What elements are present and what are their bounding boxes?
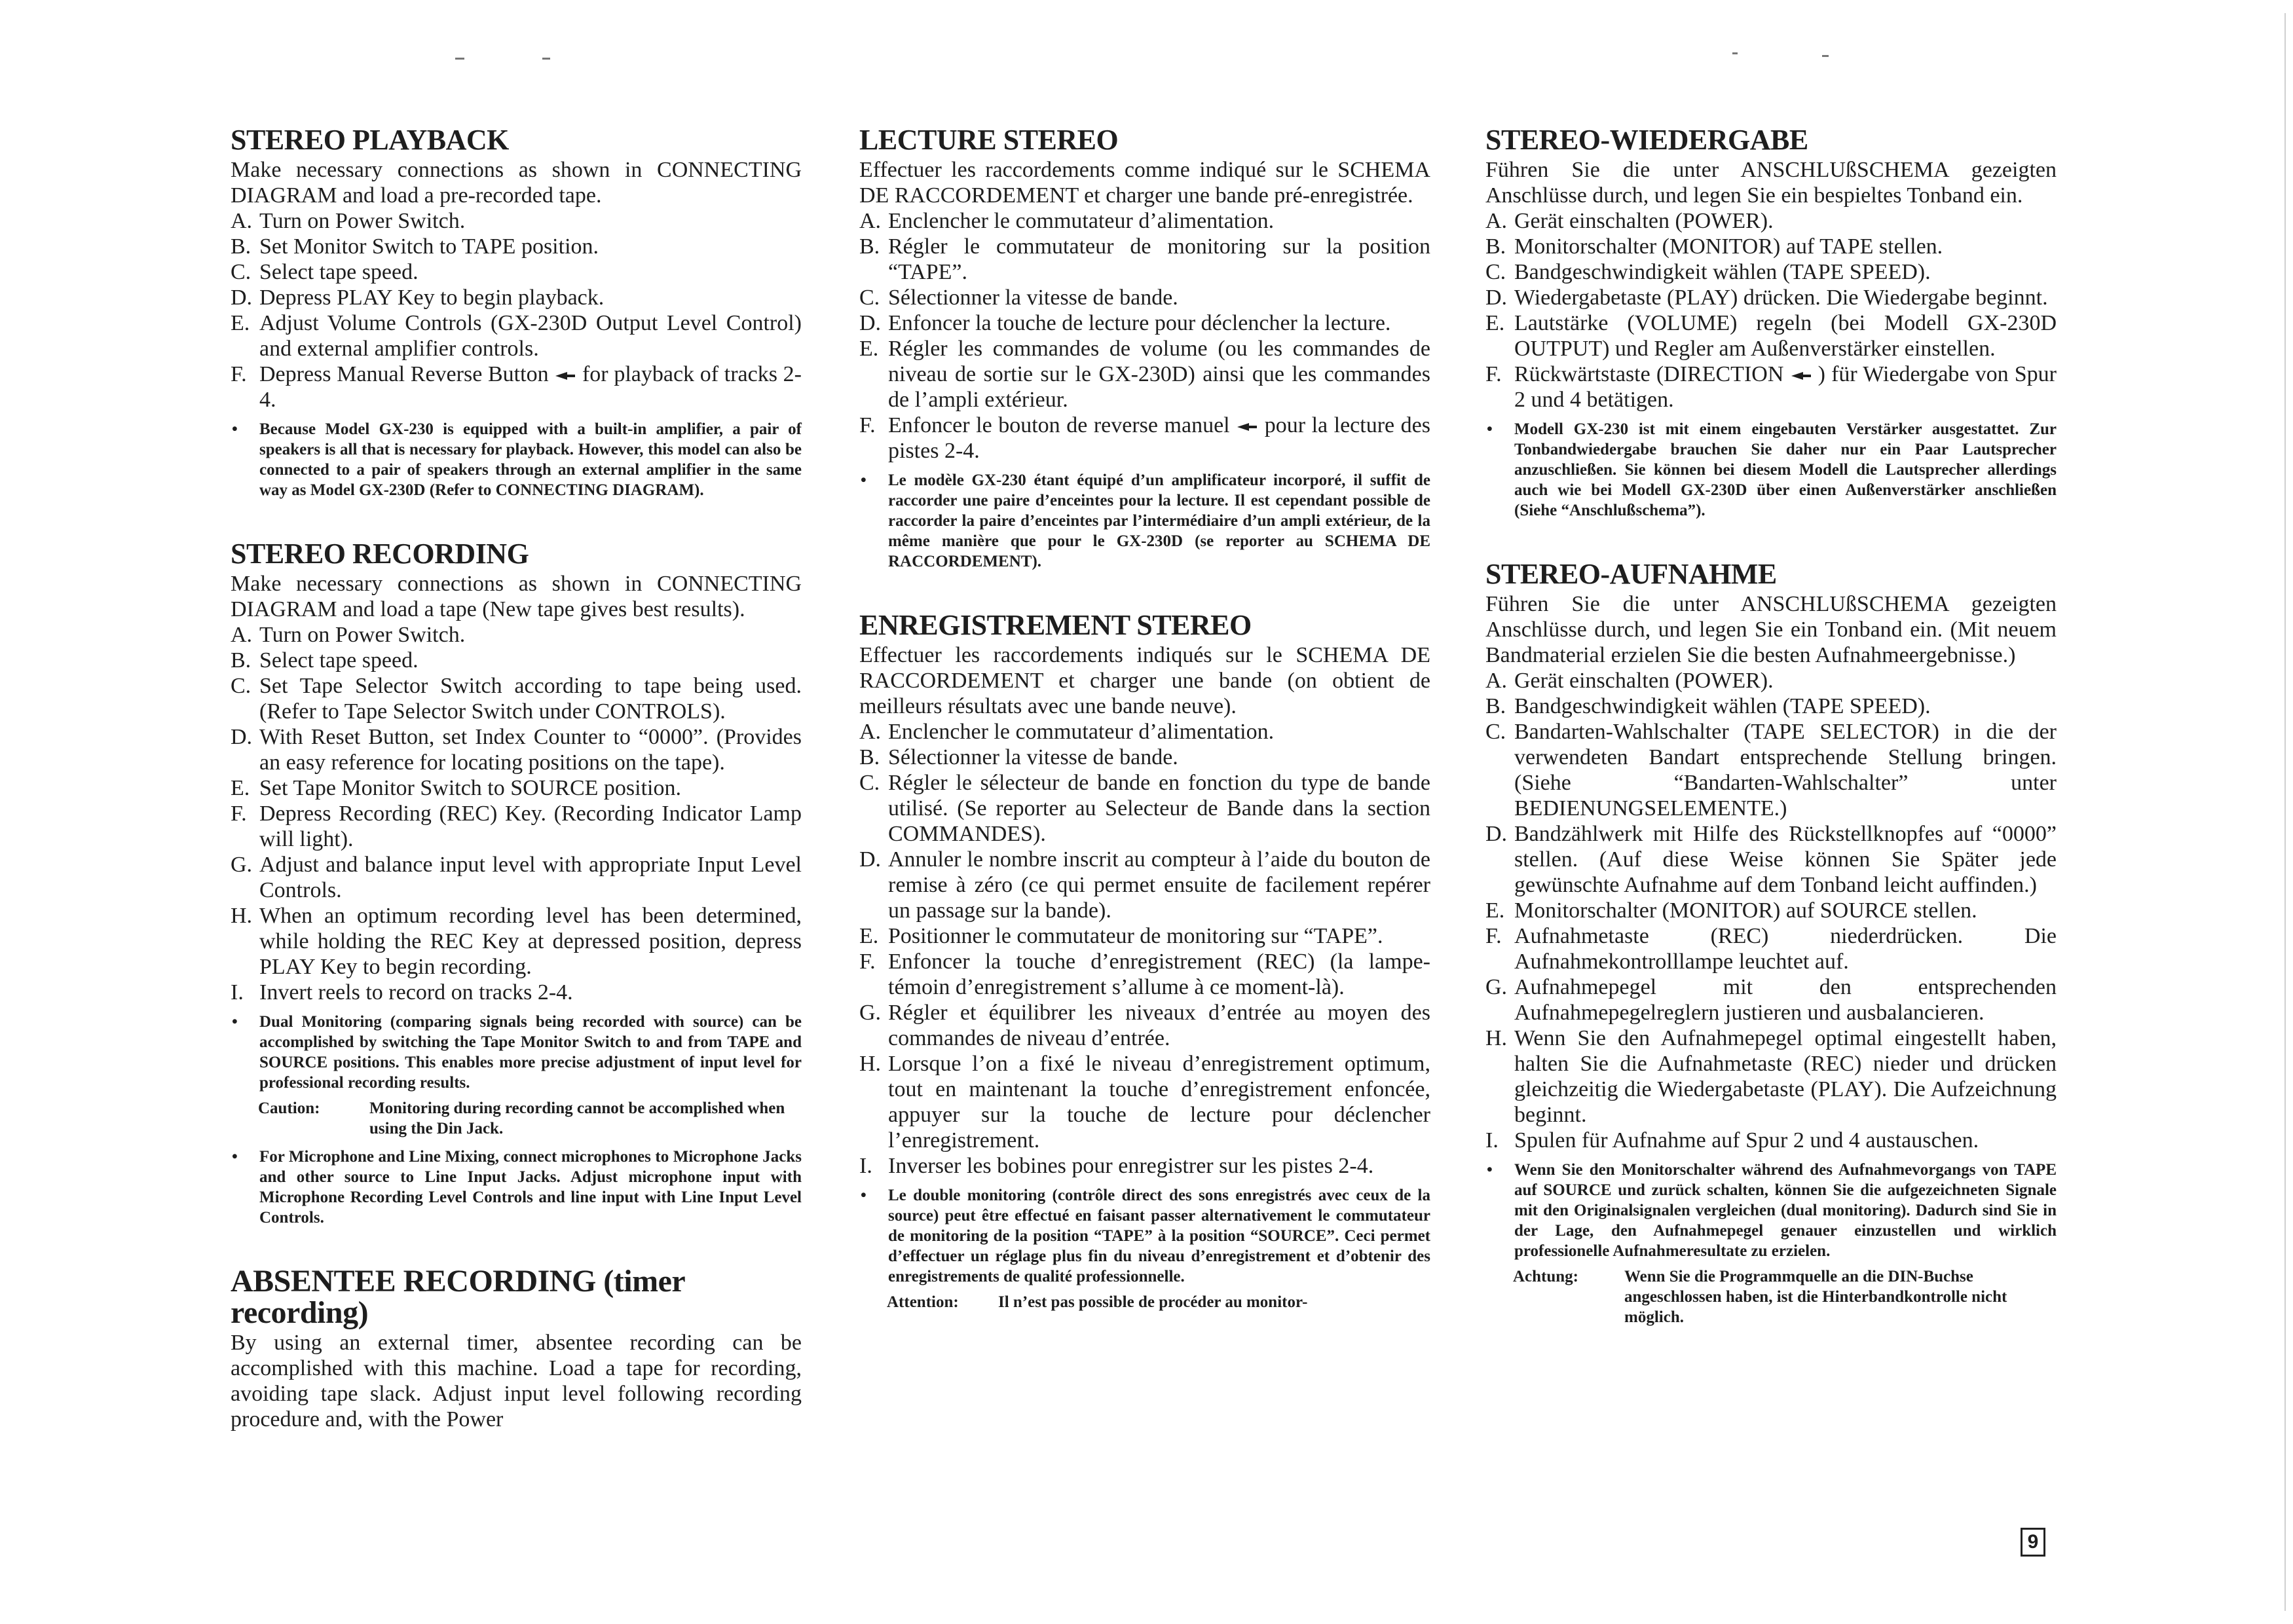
step-text: Enclencher le commutateur d’alimentation. bbox=[888, 720, 1275, 744]
section-lecture-stereo bbox=[859, 124, 1430, 572]
section-stereo-recording bbox=[231, 538, 802, 1228]
step-text: Bandgeschwindigkeit wählen (TAPE SPEED). bbox=[1514, 260, 1931, 284]
step-letter: A. bbox=[859, 720, 882, 744]
step-letter: A. bbox=[1485, 209, 1508, 233]
step-item bbox=[859, 847, 1430, 923]
step-text: Monitorschalter (MONITOR) auf SOURCE stellen. bbox=[1514, 898, 1977, 923]
step-item bbox=[859, 719, 1430, 745]
note bbox=[231, 1147, 802, 1228]
step-item bbox=[1485, 719, 2057, 821]
section-title: STEREO-WIEDERGABE bbox=[1485, 124, 1808, 156]
step-list bbox=[859, 719, 1430, 1179]
step-text-part: for playback of tracks 2-4. bbox=[259, 362, 802, 412]
step-letter: C. bbox=[1485, 260, 1506, 284]
step-item bbox=[1485, 974, 2057, 1025]
section-title: STEREO PLAYBACK bbox=[231, 124, 509, 156]
step-letter: A. bbox=[1485, 669, 1508, 693]
column-english bbox=[231, 124, 802, 1470]
step-item bbox=[1485, 361, 2057, 413]
step-item bbox=[859, 208, 1430, 234]
section-title: ABSENTEE RECORDING (timer recording) bbox=[231, 1264, 685, 1330]
step-letter: G. bbox=[859, 1001, 882, 1025]
step-text: Gerät einschalten (POWER). bbox=[1514, 669, 1774, 693]
step-text: Lorsque l’on a fixé le niveau d’enregistrement optimum, tout en maintenant la touche d’enregistrement enfoncée, appuyer sur la touche de lecture pour déclencher l’enregistrement. bbox=[888, 1052, 1430, 1153]
step-letter: B. bbox=[859, 745, 880, 769]
step-text: Depress Recording (REC) Key. (Recording Indicator Lamp will light). bbox=[259, 802, 802, 851]
achtung-label: Achtung: bbox=[1513, 1268, 1579, 1285]
attention-text: Il n’est pas possible de procéder au monitor- bbox=[998, 1293, 1308, 1311]
attention-note bbox=[887, 1292, 1430, 1312]
step-text: Bandzählwerk mit Hilfe des Rückstellknopfes auf “0000” stellen. (Auf diese Weise können Sie Später jede gewünschte Aufnahme auf dem Tonband leicht auffinden.) bbox=[1514, 822, 2057, 897]
step-text: Adjust Volume Controls (GX-230D Output Level Control) and external amplifier controls. bbox=[259, 311, 802, 361]
step-text-part: Rückwärtstaste (DIRECTION bbox=[1514, 362, 1784, 386]
section-title: ENREGISTREMENT STEREO bbox=[859, 609, 1252, 641]
step-item bbox=[231, 980, 802, 1005]
step-list bbox=[1485, 208, 2057, 413]
section-title: LECTURE STEREO bbox=[859, 124, 1119, 156]
step-text: Set Tape Selector Switch according to tape being used. (Refer to Tape Selector Switch under CONTROLS). bbox=[259, 674, 802, 724]
step-item bbox=[231, 234, 802, 259]
note bbox=[859, 470, 1430, 572]
step-item bbox=[1485, 259, 2057, 285]
step-list bbox=[1485, 668, 2057, 1153]
caution-note bbox=[258, 1098, 802, 1139]
section-stereo-wiedergabe bbox=[1485, 124, 2057, 521]
step-letter: F. bbox=[231, 362, 247, 386]
section-intro: Führen Sie die unter ANSCHLUßSCHEMA gezeigten Anschlüsse durch, und legen Sie ein bespieltes Tonband ein. bbox=[1485, 158, 2057, 208]
note-text: Because Model GX-230 is equipped with a built-in amplifier, a pair of speakers is all that is necessary for playback. However, this model can also be connected to a pair of speakers through an external amplifier in the same way as Model GX-230D (Refer to CONNECTING DIAGRAM). bbox=[259, 420, 802, 499]
step-item bbox=[859, 1000, 1430, 1051]
step-item bbox=[1485, 923, 2057, 974]
section-stereo-aufnahme bbox=[1485, 559, 2057, 1327]
step-text-part: ) für Wiedergabe von Spur 2 und 4 betätigen. bbox=[1514, 362, 2057, 412]
step-item bbox=[859, 745, 1430, 770]
step-text: Bandgeschwindigkeit wählen (TAPE SPEED). bbox=[1514, 694, 1931, 718]
attention-label: Attention: bbox=[887, 1293, 959, 1311]
note-text: Dual Monitoring (comparing signals being recorded with source) can be accomplished by switching the Tape Monitor Switch to and from TAPE and SOURCE positions. This enables more precise adjustment of input level for professional recording results. bbox=[259, 1013, 802, 1092]
column-german bbox=[1485, 124, 2057, 1365]
step-letter: A. bbox=[859, 209, 882, 233]
note-text: Wenn Sie den Monitorschalter während des Aufnahmevorgangs von TAPE auf SOURCE und zurück schalten, können Sie die aufgezeichneten Signale mit den Originalsignalen vergleichen (dual monitoring). Dadurch sind Sie in der Lage, den Aufnahmepegel genauer einzustellen und wirklich professionelle Aufnahmeresultate zu erzielen. bbox=[1514, 1161, 2057, 1260]
step-item bbox=[1485, 693, 2057, 719]
step-letter: C. bbox=[1485, 720, 1506, 744]
step-item bbox=[1485, 208, 2057, 234]
scan-speck bbox=[455, 58, 464, 60]
step-text: Régler les commandes de volume (ou les commandes de niveau de sortie sur le GX-230D) ainsi que les commandes de l’ampli extérieur. bbox=[888, 337, 1430, 412]
step-item bbox=[859, 336, 1430, 413]
step-letter: C. bbox=[231, 674, 252, 698]
step-item bbox=[231, 285, 802, 310]
page-number: 9 bbox=[2021, 1528, 2045, 1557]
section-intro: Make necessary connections as shown in CONNECTING DIAGRAM and load a pre-recorded tape. bbox=[231, 158, 802, 208]
step-text: Depress PLAY Key to begin playback. bbox=[259, 286, 605, 310]
step-letter: F. bbox=[1485, 924, 1502, 948]
step-letter: E. bbox=[1485, 311, 1505, 335]
step-text: Annuler le nombre inscrit au compteur à l’aide du bouton de remise à zéro (ce qui permet ensuite de facilement repérer un passage sur la bande). bbox=[888, 847, 1430, 923]
step-item bbox=[231, 648, 802, 673]
note-text: Modell GX-230 ist mit einem eingebauten Verstärker ausgestattet. Zur Tonbandwiedergabe brauchen Sie daher nur ein Paar Lautsprecher anzuschließen. Sie können bei diesem Modell die Lautsprecher allerdings auch wie bei Modell GX-230D über einen Außenverstärker anschließen (Siehe “Anschlußschema”). bbox=[1514, 420, 2057, 519]
section-intro: Effectuer les raccordements indiqués sur le SCHEMA DE RACCORDEMENT et charger une bande (on obtient de meilleurs résultats avec une bande neuve). bbox=[859, 643, 1430, 718]
step-text: Aufnahmepegel mit den entsprechenden Aufnahmepegelreglern justieren und ausbalancieren. bbox=[1514, 975, 2057, 1025]
reverse-arrow-icon bbox=[1790, 371, 1812, 380]
bullet: • bbox=[1487, 420, 1493, 438]
step-item bbox=[1485, 234, 2057, 259]
bullet: • bbox=[1487, 1161, 1493, 1179]
step-text: With Reset Button, set Index Counter to “0000”. (Provides an easy reference for locating positions on the tape). bbox=[259, 725, 802, 775]
step-text: Positionner le commutateur de monitoring sur “TAPE”. bbox=[888, 924, 1383, 948]
section-title: STEREO-AUFNAHME bbox=[1485, 558, 1777, 590]
bullet: • bbox=[232, 1148, 238, 1166]
step-letter: B. bbox=[231, 648, 252, 673]
step-item bbox=[859, 1051, 1430, 1153]
note-text: For Microphone and Line Mixing, connect microphones to Microphone Jacks and other source to Line Input Jacks. Adjust microphone input with Microphone Recording Level Controls and line input with Line Input Level Controls. bbox=[259, 1148, 802, 1227]
step-item bbox=[231, 852, 802, 903]
achtung-note bbox=[1513, 1266, 2057, 1327]
step-item bbox=[859, 770, 1430, 847]
step-item bbox=[231, 208, 802, 234]
step-item bbox=[859, 413, 1430, 464]
step-text: Wenn Sie den Aufnahmepegel optimal eingestellt haben, halten Sie die Aufnahmetaste (REC) nieder und drücken gleichzeitig die Wiedergabetaste (PLAY). Die Aufzeichnung beginnt. bbox=[1514, 1026, 2057, 1127]
step-text: Set Tape Monitor Switch to SOURCE position. bbox=[259, 776, 681, 800]
step-text: Aufnahmetaste (REC) niederdrücken. Die Aufnahmekontrolllampe leuchtet auf. bbox=[1514, 924, 2057, 974]
step-item bbox=[859, 923, 1430, 949]
step-letter: A. bbox=[231, 623, 253, 647]
step-text: Enclencher le commutateur d’alimentation. bbox=[888, 209, 1275, 233]
step-item bbox=[231, 775, 802, 801]
step-letter: I. bbox=[1485, 1128, 1499, 1153]
step-text: Sélectionner la vitesse de bande. bbox=[888, 286, 1178, 310]
step-text: Turn on Power Switch. bbox=[259, 623, 466, 647]
step-item bbox=[859, 1153, 1430, 1179]
step-letter: G. bbox=[1485, 975, 1508, 999]
section-intro: Effectuer les raccordements comme indiqué sur le SCHEMA DE RACCORDEMENT et charger une bande pré-enregistrée. bbox=[859, 158, 1430, 208]
step-text: Inverser les bobines pour enregistrer sur les pistes 2-4. bbox=[888, 1154, 1374, 1178]
step-letter: D. bbox=[1485, 286, 1508, 310]
step-text: Adjust and balance input level with appropriate Input Level Controls. bbox=[259, 853, 802, 902]
step-item bbox=[231, 310, 802, 361]
note-text: Le double monitoring (contrôle direct des sons enregistrés avec ceux de la source) peut être effectué en faisant passer alternativement le commutateur de monitoring de la position “TAPE” à la position “SOURCE”. Ceci permet d’effectuer un réglage plus fin du niveau d’enregistrement et d’obtenir des enregistrements de qualité professionnelle. bbox=[888, 1187, 1430, 1285]
step-text-part: Depress Manual Reverse Button bbox=[259, 362, 549, 386]
step-text: Select tape speed. bbox=[259, 648, 419, 673]
note bbox=[231, 1012, 802, 1093]
step-letter: H. bbox=[859, 1052, 882, 1076]
note bbox=[859, 1185, 1430, 1287]
bullet: • bbox=[861, 1187, 867, 1204]
step-item bbox=[231, 361, 802, 413]
step-item bbox=[1485, 285, 2057, 310]
achtung-text: Wenn Sie die Programmquelle an die DIN-Buchse angeschlossen haben, ist die Hinterbandkontrolle nicht möglich. bbox=[1624, 1268, 2007, 1326]
step-letter: E. bbox=[231, 776, 250, 800]
step-letter: D. bbox=[859, 847, 882, 872]
step-letter: H. bbox=[1485, 1026, 1508, 1050]
step-letter: B. bbox=[231, 234, 252, 259]
step-letter: C. bbox=[231, 260, 252, 284]
step-text bbox=[1514, 361, 2057, 413]
step-text bbox=[888, 413, 1430, 464]
note bbox=[1485, 1160, 2057, 1261]
scan-speck bbox=[542, 58, 550, 60]
step-text: Gerät einschalten (POWER). bbox=[1514, 209, 1774, 233]
step-letter: B. bbox=[1485, 694, 1506, 718]
note bbox=[231, 419, 802, 500]
step-text: Turn on Power Switch. bbox=[259, 209, 466, 233]
step-letter: B. bbox=[1485, 234, 1506, 259]
bullet: • bbox=[232, 420, 238, 438]
scan-edge-line bbox=[2284, 13, 2286, 1611]
step-text: Invert reels to record on tracks 2-4. bbox=[259, 980, 573, 1005]
step-letter: H. bbox=[231, 904, 253, 928]
step-text: Wiedergabetaste (PLAY) drücken. Die Wiedergabe beginnt. bbox=[1514, 286, 2048, 310]
step-item bbox=[1485, 1128, 2057, 1153]
step-text: Monitorschalter (MONITOR) auf TAPE stellen. bbox=[1514, 234, 1943, 259]
step-letter: G. bbox=[231, 853, 253, 877]
step-text: Régler et équilibrer les niveaux d’entrée au moyen des commandes de niveau d’entrée. bbox=[888, 1001, 1430, 1050]
reverse-arrow-icon bbox=[1236, 422, 1258, 432]
step-text-part: pour la lecture des pistes 2-4. bbox=[888, 413, 1430, 463]
bullet: • bbox=[861, 471, 867, 489]
step-letter: A. bbox=[231, 209, 253, 233]
step-item bbox=[1485, 898, 2057, 923]
step-text: Sélectionner la vitesse de bande. bbox=[888, 745, 1178, 769]
step-letter: C. bbox=[859, 771, 880, 795]
section-title: STEREO RECORDING bbox=[231, 538, 529, 570]
step-letter: E. bbox=[859, 337, 879, 361]
step-letter: E. bbox=[1485, 898, 1505, 923]
step-item bbox=[859, 285, 1430, 310]
caution-label: Caution: bbox=[258, 1099, 320, 1117]
scan-speck bbox=[1732, 52, 1738, 54]
reverse-arrow-icon bbox=[554, 371, 576, 380]
step-text: Enfoncer la touche d’enregistrement (REC) (la lampe-témoin d’enregistrement s’allume à ce moment-là). bbox=[888, 950, 1430, 999]
step-text: When an optimum recording level has been determined, while holding the REC Key at depressed position, depress PLAY Key to begin recording. bbox=[259, 904, 802, 979]
scan-speck bbox=[1822, 55, 1829, 57]
step-letter: D. bbox=[231, 286, 253, 310]
section-intro: Make necessary connections as shown in CONNECTING DIAGRAM and load a tape (New tape gives best results). bbox=[231, 572, 802, 621]
section-stereo-playback bbox=[231, 124, 802, 500]
step-item bbox=[859, 949, 1430, 1000]
step-letter: D. bbox=[231, 725, 253, 749]
step-item bbox=[231, 259, 802, 285]
step-text bbox=[259, 361, 802, 413]
step-text: Lautstärke (VOLUME) regeln (bei Modell GX-230D OUTPUT) und Regler am Außenverstärker einstellen. bbox=[1514, 311, 2057, 361]
step-text: Régler le sélecteur de bande en fonction du type de bande utilisé. (Se reporter au Selecteur de Bande dans la section COMMANDES). bbox=[888, 771, 1430, 846]
step-item bbox=[859, 310, 1430, 336]
step-letter: C. bbox=[859, 286, 880, 310]
step-item bbox=[859, 234, 1430, 285]
step-letter: E. bbox=[231, 311, 250, 335]
step-item bbox=[1485, 1025, 2057, 1128]
step-item bbox=[231, 673, 802, 724]
step-text: Select tape speed. bbox=[259, 260, 419, 284]
step-item bbox=[231, 801, 802, 852]
step-letter: D. bbox=[1485, 822, 1508, 846]
step-text-part: Enfoncer le bouton de reverse manuel bbox=[888, 413, 1230, 437]
step-letter: F. bbox=[859, 950, 876, 974]
step-item bbox=[1485, 310, 2057, 361]
step-text: Enfoncer la touche de lecture pour déclencher la lecture. bbox=[888, 311, 1391, 335]
step-list bbox=[231, 622, 802, 1005]
step-letter: B. bbox=[859, 234, 880, 259]
step-text: Régler le commutateur de monitoring sur la position “TAPE”. bbox=[888, 234, 1430, 284]
caution-text: Monitoring during recording cannot be accomplished when using the Din Jack. bbox=[369, 1099, 785, 1137]
step-item bbox=[231, 724, 802, 775]
step-item bbox=[231, 622, 802, 648]
step-item bbox=[1485, 668, 2057, 693]
section-intro: By using an external timer, absentee recording can be accomplished with this machine. Load a tape for recording, avoiding tape slack. Adjust input level following recording procedure and, with the Power bbox=[231, 1331, 802, 1431]
step-item bbox=[231, 903, 802, 980]
step-letter: F. bbox=[231, 802, 247, 826]
step-text: Set Monitor Switch to TAPE position. bbox=[259, 234, 599, 259]
note-text: Le modèle GX-230 étant équipé d’un amplificateur incorporé, il suffit de raccorder une paire d’enceintes pour la lecture. Il est cependant possible de raccorder la paire d’enceintes par l’intermédiaire d’un ampli extérieur, de la même manière que pour le GX-230D (se reporter au SCHEMA DE RACCORDEMENT). bbox=[888, 471, 1430, 570]
note bbox=[1485, 419, 2057, 521]
step-letter: I. bbox=[859, 1154, 872, 1178]
step-letter: I. bbox=[231, 980, 244, 1005]
section-intro: Führen Sie die unter ANSCHLUßSCHEMA gezeigten Anschlüsse durch, und legen Sie ein Tonband ein. (Mit neuem Bandmaterial erzielen Sie die besten Aufnahmeergebnisse.) bbox=[1485, 592, 2057, 667]
step-letter: E. bbox=[859, 924, 879, 948]
step-letter: F. bbox=[859, 413, 876, 437]
step-item bbox=[1485, 821, 2057, 898]
step-letter: F. bbox=[1485, 362, 1502, 386]
step-letter: D. bbox=[859, 311, 882, 335]
section-absentee-recording bbox=[231, 1266, 802, 1432]
step-text: Spulen für Aufnahme auf Spur 2 und 4 austauschen. bbox=[1514, 1128, 1979, 1153]
step-list bbox=[859, 208, 1430, 464]
step-list bbox=[231, 208, 802, 413]
step-text: Bandarten-Wahlschalter (TAPE SELECTOR) in die der verwendeten Bandart entsprechende Stellung bringen. (Siehe “Bandarten-Wahlschalter” unter BEDIENUNGSELEMENTE.) bbox=[1514, 720, 2057, 821]
section-enregistrement-stereo bbox=[859, 610, 1430, 1312]
column-french bbox=[859, 124, 1430, 1350]
bullet: • bbox=[232, 1013, 238, 1031]
